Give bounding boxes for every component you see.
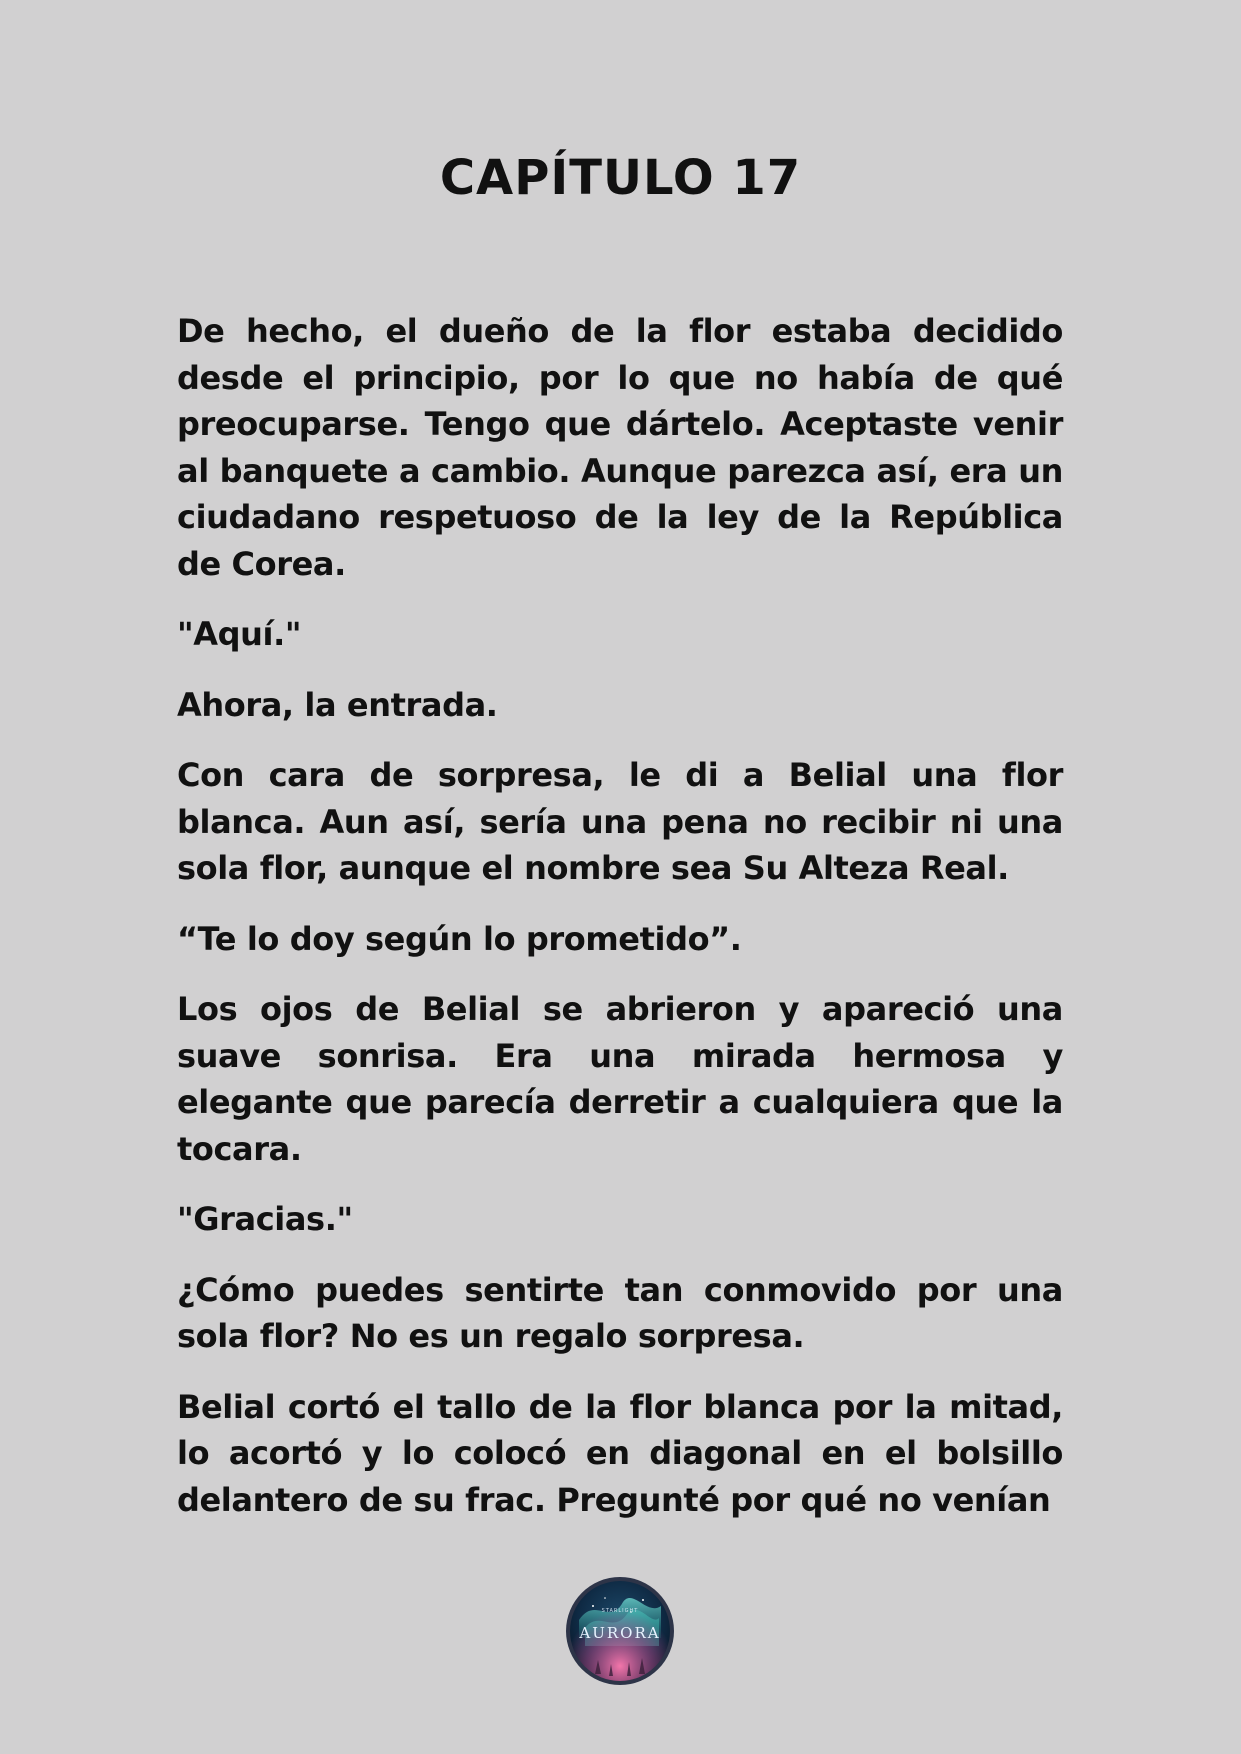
logo-subtitle: STARLIGHT [601, 1608, 639, 1614]
paragraph: De hecho, el dueño de la flor estaba decidido desde el principio, por lo que no había de qué preocuparse. Tengo que dártelo. Aceptaste venir al banquete a cambio. Aunque parezca así, era un ciudadano respetuoso de la ley de la República de Corea. [177, 312, 1063, 583]
paragraph: "Aquí." [177, 615, 302, 653]
chapter-title: CAPÍTULO 17 [439, 150, 802, 206]
aurora-logo-icon [565, 1576, 675, 1686]
paragraph: Ahora, la entrada. [177, 685, 498, 724]
paragraph: “Te lo doy según lo prometido”. [177, 919, 742, 958]
paragraph: "Gracias." [177, 1200, 353, 1238]
paragraph: ¿Cómo puedes sentirte tan conmovido por una sola flor? No es un regalo sorpresa. [177, 1270, 1063, 1355]
paragraph: Con cara de sorpresa, le di a Belial una flor blanca. Aun así, sería una pena no recibir ni una sola flor, aunque el nombre sea Su Alteza Real. [177, 756, 1063, 887]
paragraph: Belial cortó el tallo de la flor blanca por la mitad, lo acortó y lo colocó en diagonal en el bolsillo delantero de su frac. Pregunté por qué no venían [177, 1387, 1063, 1519]
chapter-body [177, 308, 1063, 1523]
paragraph: Los ojos de Belial se abrieron y apareció una suave sonrisa. Era una mirada hermosa y elegante que parecía derretir a cualquiera que la tocara. [177, 990, 1063, 1168]
logo-name: AURORA [579, 1624, 661, 1642]
aurora-logo [565, 1576, 675, 1686]
